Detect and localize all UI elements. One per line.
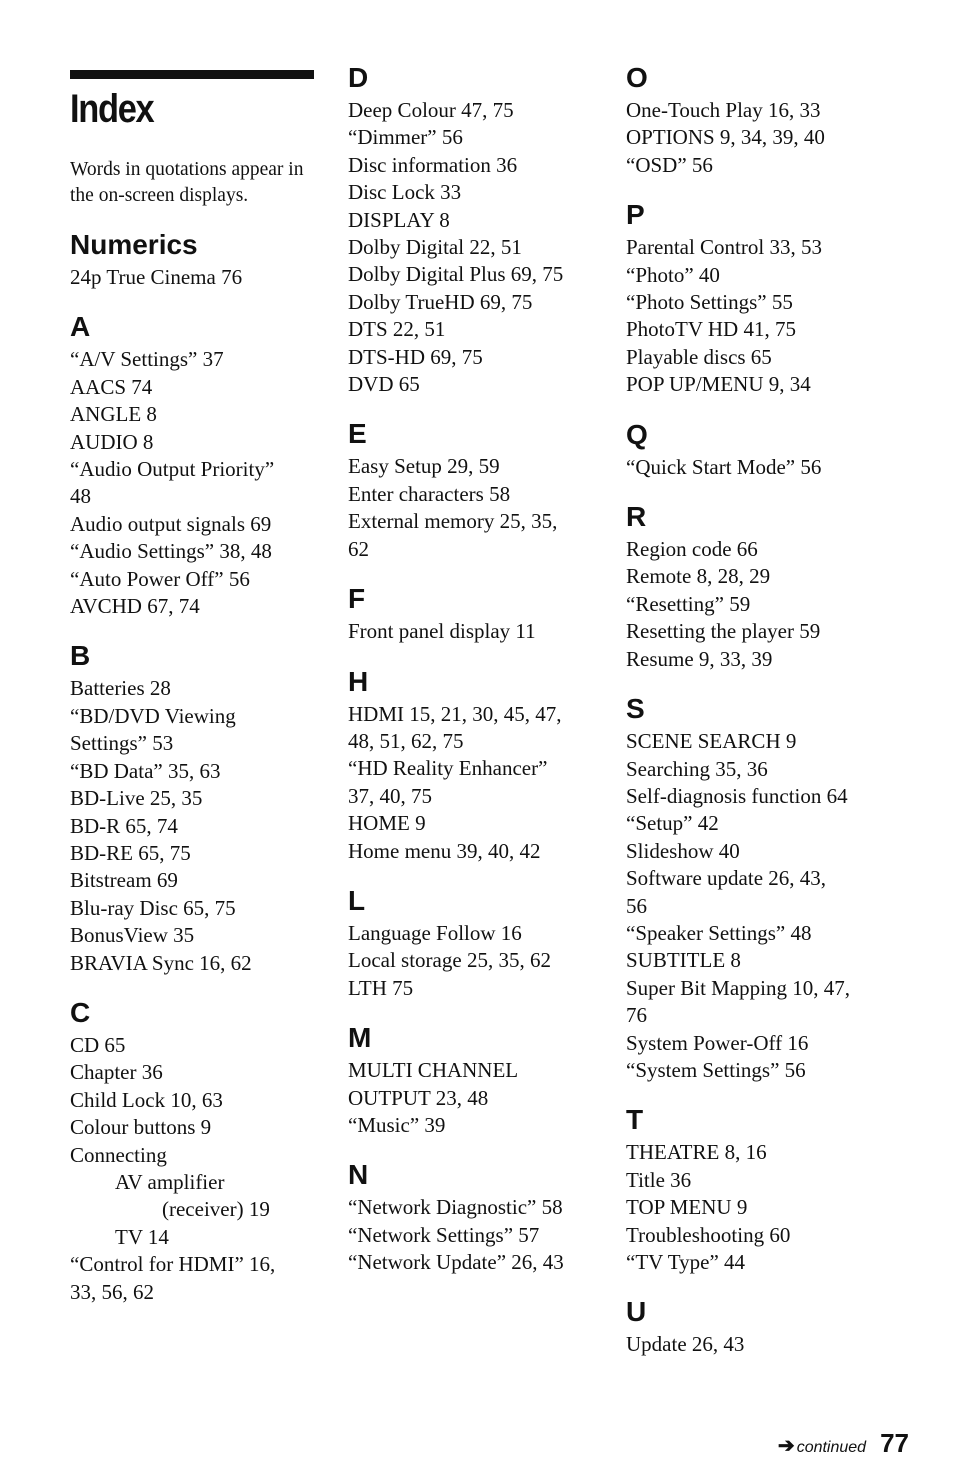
index-column-3 — [626, 62, 876, 1359]
section-heading: U — [626, 1296, 647, 1328]
index-entry: Local storage 25, 35, 62 — [348, 948, 551, 973]
index-entry: 24p True Cinema 76 — [70, 265, 243, 289]
index-entry: LTH 75 — [348, 975, 414, 1000]
index-entry: BonusView 35 — [70, 923, 195, 948]
index-entry: ANGLE 8 — [70, 402, 157, 427]
section-heading: F — [348, 583, 366, 615]
index-entry: PhotoTV HD 41, 75 — [626, 317, 796, 342]
index-entry: “TV Type” 44 — [626, 1250, 746, 1274]
index-entry: DTS 22, 51 — [348, 317, 446, 342]
index-entry: “Setup” 42 — [626, 811, 719, 836]
arrow-right-icon: ➔ — [777, 1435, 795, 1457]
index-entry: AUDIO 8 — [70, 429, 154, 454]
index-entry: Dolby Digital Plus 69, 75 — [348, 262, 564, 287]
index-entry: “Network Diagnostic” 58 — [348, 1195, 563, 1220]
index-entry: AACS 74 — [70, 374, 153, 399]
index-entry: Front panel display 11 — [348, 619, 536, 644]
index-entry: Enter characters 58 — [348, 481, 511, 506]
index-entry: Batteries 28 — [70, 676, 171, 701]
index-entry: 33, 56, 62 — [70, 1279, 154, 1304]
index-entry: TOP MENU 9 — [626, 1195, 748, 1220]
index-entry: 56 — [626, 893, 647, 918]
index-entry: AV amplifier — [115, 1169, 225, 1194]
index-entry: SUBTITLE 8 — [626, 948, 741, 973]
section-heading: E — [348, 418, 367, 450]
index-entry: Troubleshooting 60 — [626, 1222, 791, 1247]
index-entry: Dolby TrueHD 69, 75 — [348, 289, 533, 314]
index-entry: Bitstream 69 — [70, 868, 178, 893]
index-entry: AVCHD 67, 74 — [70, 594, 200, 619]
index-entry: “Photo” 40 — [626, 262, 720, 287]
index-entry: “Music” 39 — [348, 1112, 446, 1137]
section-heading: H — [348, 665, 369, 697]
index-entry: Disc Lock 33 — [348, 180, 462, 205]
index-entry: Resume 9, 33, 39 — [626, 646, 773, 671]
index-entry: “OSD” 56 — [626, 152, 713, 177]
index-entry: Colour buttons 9 — [70, 1115, 212, 1140]
index-entry: “BD Data” 35, 63 — [70, 758, 221, 783]
section-heading: R — [626, 501, 647, 533]
index-entry: BD-R 65, 74 — [70, 813, 178, 838]
section-heading: N — [348, 1159, 369, 1191]
index-entry: Dolby Digital 22, 51 — [348, 235, 522, 260]
index-entry: System Power-Off 16 — [626, 1030, 809, 1055]
index-entry: Audio output signals 69 — [70, 511, 272, 536]
index-entry: “Quick Start Mode” 56 — [626, 454, 822, 479]
section-heading: Numerics — [70, 229, 198, 260]
index-entry: Blu-ray Disc 65, 75 — [70, 895, 236, 920]
index-entry: Chapter 36 — [70, 1060, 163, 1085]
index-entry: 62 — [348, 536, 369, 561]
column-sections — [70, 229, 314, 1306]
index-entry: THEATRE 8, 16 — [626, 1140, 767, 1165]
index-column-1 — [70, 62, 314, 1306]
index-entry: 37, 40, 75 — [348, 783, 432, 808]
index-entry: Super Bit Mapping 10, 47, — [626, 975, 850, 1000]
index-entry: OUTPUT 23, 48 — [348, 1085, 489, 1110]
index-entry: SCENE SEARCH 9 — [626, 729, 797, 754]
index-entry: (receiver) 19 — [162, 1197, 270, 1222]
index-entry: MULTI CHANNEL — [348, 1058, 519, 1083]
index-entry: Easy Setup 29, 59 — [348, 454, 500, 479]
index-entry: Searching 35, 36 — [626, 756, 768, 781]
index-column-2 — [348, 62, 598, 1277]
index-entry: “Control for HDMI” 16, — [70, 1252, 276, 1277]
section-heading: P — [626, 199, 645, 231]
index-entry: Child Lock 10, 63 — [70, 1087, 223, 1112]
index-entry: DTS-HD 69, 75 — [348, 344, 483, 369]
intro-note: Words in quotations appear in the on-screen displays. — [70, 159, 304, 206]
index-entry: “A/V Settings” 37 — [70, 347, 224, 372]
section-heading: T — [626, 1104, 644, 1136]
index-entry: Disc information 36 — [348, 152, 518, 177]
index-entry: 48 — [70, 484, 91, 509]
section-heading: L — [348, 884, 366, 916]
page-footer — [778, 1428, 909, 1459]
section-heading: C — [70, 996, 91, 1028]
section-heading: O — [626, 62, 648, 93]
index-entry: DVD 65 — [348, 372, 420, 397]
index-entry: 76 — [626, 1003, 647, 1028]
index-entry: “Dimmer” 56 — [348, 125, 463, 150]
section-heading: A — [70, 311, 91, 343]
index-entry: HOME 9 — [348, 811, 426, 836]
column-sections — [626, 62, 876, 1359]
title-rule — [70, 70, 314, 79]
section-heading: S — [626, 693, 645, 725]
page-title: Index — [70, 87, 154, 131]
index-entry: Settings” 53 — [70, 731, 174, 756]
index-entry: CD 65 — [70, 1032, 126, 1057]
index-entry: Update 26, 43 — [626, 1332, 745, 1357]
index-entry: External memory 25, 35, — [348, 509, 558, 534]
index-entry: BRAVIA Sync 16, 62 — [70, 950, 252, 975]
index-entry: Language Follow 16 — [348, 920, 522, 945]
section-heading: M — [348, 1022, 372, 1054]
index-entry: Connecting — [70, 1142, 167, 1167]
index-entry: “Network Settings” 57 — [348, 1222, 540, 1247]
page-number: 77 — [880, 1428, 909, 1458]
index-entry: “BD/DVD Viewing — [70, 703, 236, 728]
index-entry: Self-diagnosis function 64 — [626, 783, 848, 808]
index-entry: OPTIONS 9, 34, 39, 40 — [626, 125, 825, 150]
continued-label: continued — [796, 1439, 867, 1456]
index-entry: HDMI 15, 21, 30, 45, 47, — [348, 701, 562, 726]
index-entry: Title 36 — [626, 1167, 692, 1192]
index-entry: DISPLAY 8 — [348, 207, 450, 232]
index-entry: Region code 66 — [626, 537, 758, 562]
section-heading: Q — [626, 418, 648, 450]
index-entry: “Speaker Settings” 48 — [626, 920, 812, 945]
index-entry: BD-RE 65, 75 — [70, 840, 191, 865]
index-entry: Resetting the player 59 — [626, 619, 821, 644]
index-entry: “Network Update” 26, 43 — [348, 1250, 564, 1275]
index-entry: TV 14 — [115, 1224, 169, 1249]
index-entry: “System Settings” 56 — [626, 1057, 806, 1082]
section-heading: D — [348, 62, 369, 93]
index-entry: POP UP/MENU 9, 34 — [626, 372, 811, 397]
index-entry: Parental Control 33, 53 — [626, 235, 822, 260]
index-entry: “Audio Settings” 38, 48 — [70, 539, 272, 564]
index-entry: “Auto Power Off” 56 — [70, 566, 250, 591]
column-sections — [348, 62, 598, 1277]
index-entry: Home menu 39, 40, 42 — [348, 838, 541, 863]
index-entry: 48, 51, 62, 75 — [348, 728, 464, 753]
index-entry: One-Touch Play 16, 33 — [626, 98, 821, 122]
index-entry: Remote 8, 28, 29 — [626, 564, 771, 589]
index-entry: “Photo Settings” 55 — [626, 290, 793, 315]
index-entry: Software update 26, 43, — [626, 866, 827, 891]
index-entry: Deep Colour 47, 75 — [348, 98, 514, 122]
index-entry: “Resetting” 59 — [626, 591, 751, 616]
index-entry: “Audio Output Priority” — [70, 457, 275, 482]
index-entry: BD-Live 25, 35 — [70, 786, 203, 811]
section-heading: B — [70, 640, 91, 672]
index-entry: Slideshow 40 — [626, 838, 740, 863]
index-entry: Playable discs 65 — [626, 344, 772, 369]
index-entry: “HD Reality Enhancer” — [348, 756, 548, 781]
